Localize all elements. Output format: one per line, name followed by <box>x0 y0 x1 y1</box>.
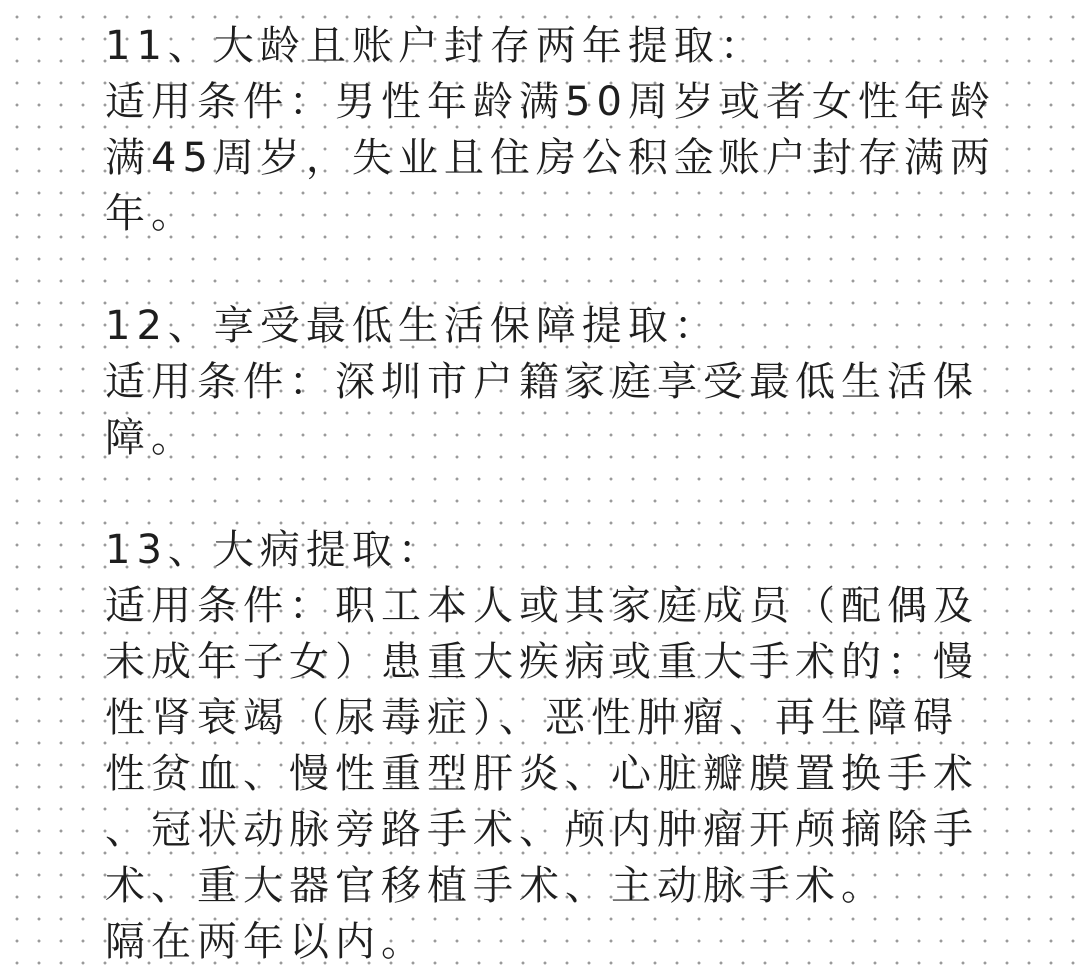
paragraph-line: 术、重大器官移植手术、主动脉手术。 <box>105 863 887 909</box>
section-13 <box>105 522 979 970</box>
paragraph-line: 满45周岁，失业且住房公积金账户封存满两 <box>105 135 996 181</box>
section-spacer <box>105 466 975 522</box>
section-11 <box>105 18 996 242</box>
paragraph-line: 年。 <box>105 191 197 237</box>
document-body <box>105 18 996 970</box>
section-12 <box>105 298 979 466</box>
section-heading: 13、大病提取： <box>105 527 444 573</box>
paragraph-line: 隔在两年以内。 <box>105 919 427 965</box>
paragraph-line: 、冠状动脉旁路手术、颅内肿瘤开颅摘除手 <box>105 807 979 853</box>
paragraph-line: 适用条件：职工本人或其家庭成员（配偶及 <box>105 583 979 629</box>
section-spacer <box>105 242 975 298</box>
section-heading: 12、享受最低生活保障提取： <box>105 303 720 349</box>
paragraph-line: 障。 <box>105 415 197 461</box>
section-heading: 11、大龄且账户封存两年提取： <box>105 23 766 69</box>
paragraph-line: 未成年子女）患重大疾病或重大手术的：慢 <box>105 639 979 685</box>
paragraph-line: 适用条件：男性年龄满50周岁或者女性年龄 <box>105 79 996 125</box>
paragraph-line: 性贫血、慢性重型肝炎、心脏瓣膜置换手术 <box>105 751 979 797</box>
paragraph-line: 适用条件：深圳市户籍家庭享受最低生活保 <box>105 359 979 405</box>
paragraph-line: 性肾衰竭（尿毒症）、恶性肿瘤、再生障碍 <box>105 695 959 741</box>
